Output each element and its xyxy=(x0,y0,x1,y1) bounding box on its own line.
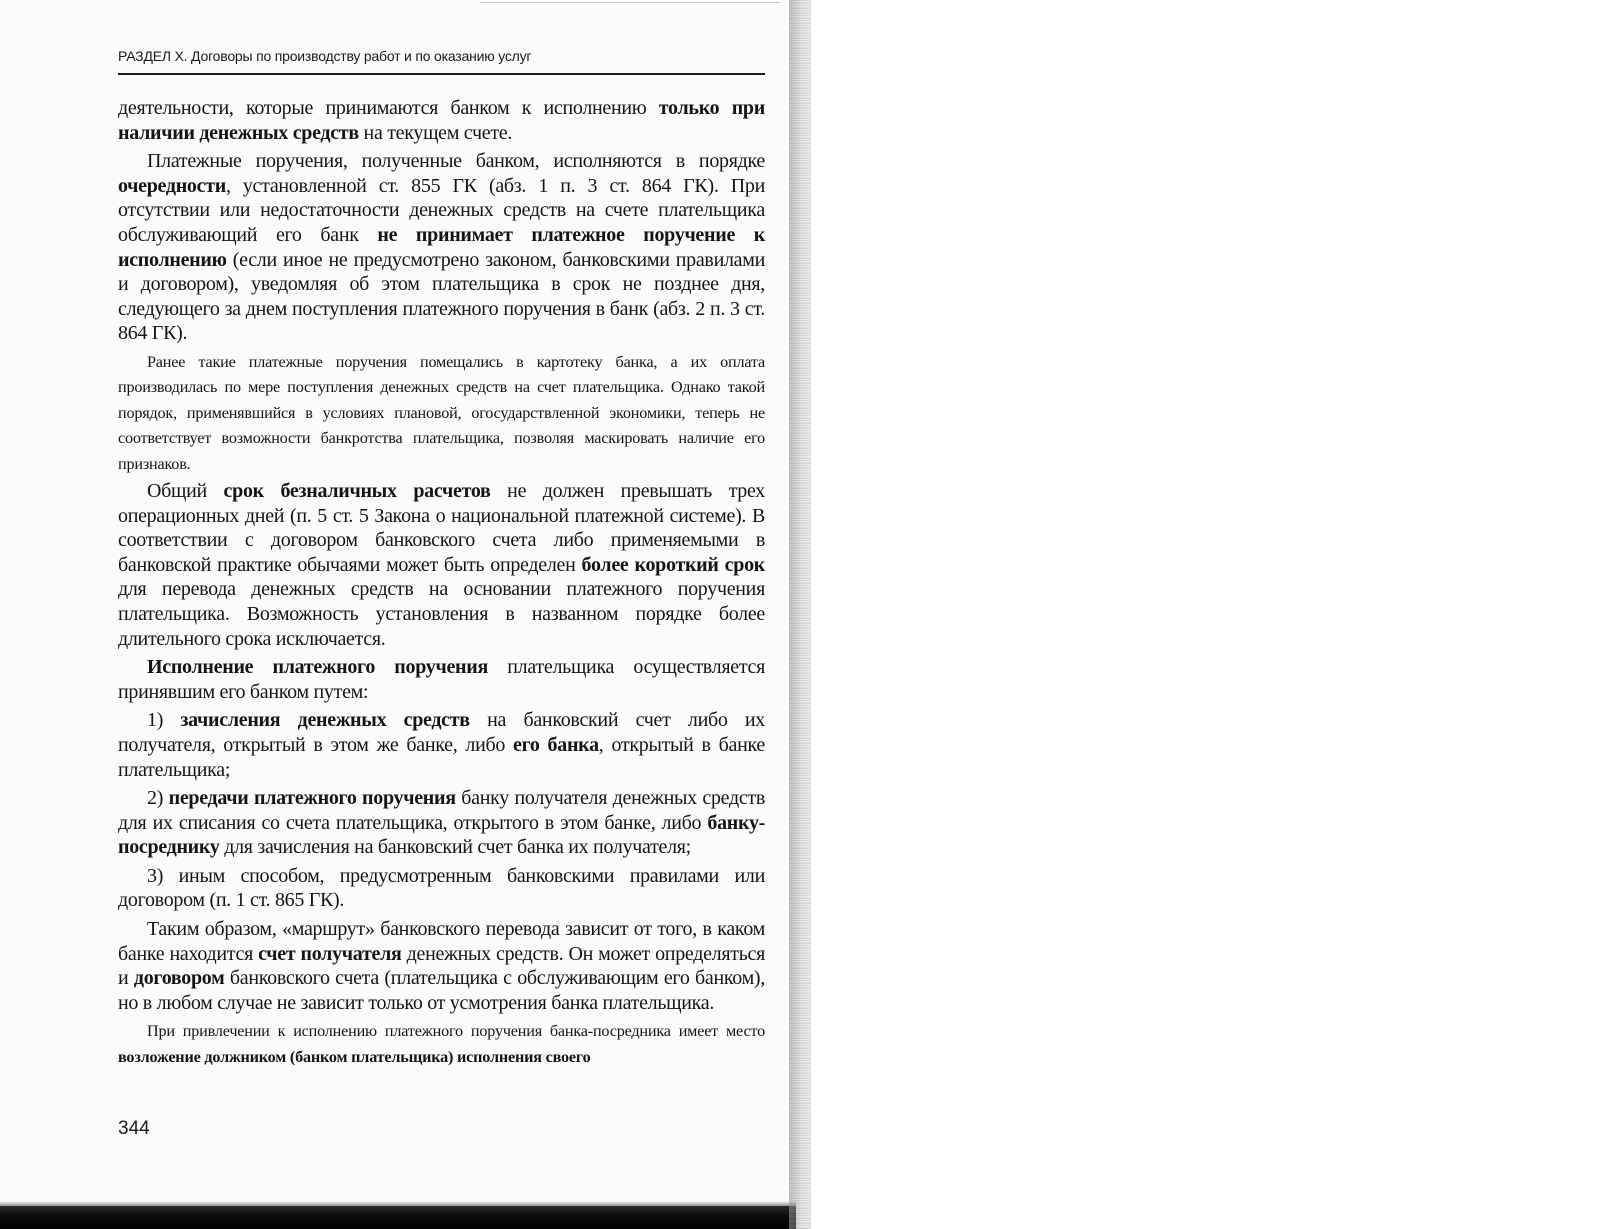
text-run: на банковский счет либо их получателя, открытый в этом же банке, либо xyxy=(118,709,766,756)
paragraph xyxy=(118,786,765,860)
paragraph xyxy=(118,864,765,913)
text-run: деятельности, которые принимаются банком к исполнению xyxy=(118,97,659,119)
bold-term: Исполнение платежного поручения xyxy=(147,656,489,679)
paragraph xyxy=(118,917,765,1015)
text-run: банковского счета (плательщика с обслуживающим его банком), но в любом случае не зависит только от усмотрения банка плательщика. xyxy=(118,967,765,1014)
text-run: 1) xyxy=(147,709,181,732)
text-run: банку получателя денежных средств для их списания со счета плательщика, открытого в этом банке, либо xyxy=(118,787,765,834)
text-run: для перевода денежных средств на основании платежного поручения плательщика. Возможность установления в названном порядке более длительного срока исключается. xyxy=(118,578,765,650)
text-run: денежных средств. Он может определяться и xyxy=(118,942,765,990)
bold-term: его банка xyxy=(513,733,599,756)
bold-term: не принимает платежное поручение к исполнению xyxy=(118,223,765,271)
small-print-paragraph xyxy=(118,350,765,477)
bold-term: договором xyxy=(133,967,225,990)
text-run: , установленной ст. 855 ГК (абз. 1 п. 3 ст. 864 ГК). При отсутствии или недостаточности денежных средств на счете плательщика обслуживающий его банк xyxy=(118,174,765,246)
small-print-paragraph xyxy=(118,1019,765,1070)
bold-term: очередности xyxy=(118,174,226,197)
book-spine-edge xyxy=(789,0,811,1229)
paragraph xyxy=(118,479,765,651)
text-run: плательщика осуществляется принявшим его банком путем: xyxy=(118,656,765,703)
bold-term: возложение должником (банком плательщика) исполнения своего xyxy=(118,1047,591,1066)
bold-term: передачи платежного поручения xyxy=(168,787,456,810)
text-run: для зачисления на банковский счет банка их получателя; xyxy=(219,836,691,859)
header-rule xyxy=(118,73,765,75)
scan-top-edge xyxy=(480,2,780,3)
text-run: , открытый в банке плательщика; xyxy=(118,733,765,781)
bold-term: зачисления денежных средств xyxy=(180,709,470,732)
text-run: 3) иным способом, предусмотренным банковскими правилами или договором (п. 1 ст. 865 ГК). xyxy=(118,864,765,912)
text-run: При привлечении к исполнению платежного поручения банка-посредника имеет место xyxy=(147,1022,765,1041)
text-run: на текущем счете. xyxy=(358,121,513,144)
bold-term: только при наличии денежных средств xyxy=(118,97,765,144)
text-run: Таким образом, «маршрут» банковского перевода зависит от того, в каком банке находится xyxy=(118,918,765,965)
paragraph xyxy=(118,96,765,145)
page-number: 344 xyxy=(118,1118,150,1139)
paragraph xyxy=(118,149,765,346)
bold-term: счет получателя xyxy=(258,942,402,965)
paragraph xyxy=(118,655,765,704)
scan-bottom-border xyxy=(0,1206,796,1229)
text-run: 2) xyxy=(147,787,169,810)
running-head: РАЗДЕЛ X. Договоры по производству работ и по оказанию услуг xyxy=(118,48,532,64)
bold-term: более короткий срок xyxy=(581,553,765,576)
bold-term: банку-посреднику xyxy=(118,811,765,859)
text-run: Ранее такие платежные поручения помещались в картотеку банка, а их оплата производилась по мере поступления денежных средств на счет плательщика. Однако такой порядок, применявшийся в условиях плановой, огосударствленной экономики, теперь не соответствует возможности банкротства плательщика, позволяя маскировать наличие его признаков. xyxy=(118,352,765,473)
text-run: Общий xyxy=(147,479,224,502)
body-text xyxy=(118,96,765,1072)
bold-term: срок безналичных расчетов xyxy=(223,479,491,502)
paragraph xyxy=(118,708,765,782)
text-run: не должен превышать трех операционных дней (п. 5 ст. 5 Закона о национальной платежной системе). В соответствии с договором банковского счета либо применяемыми в банковской практике обычаями может быть определен xyxy=(118,479,765,576)
text-run: (если иное не предусмотрено законом, банковскими правилами и договором), уведомляя об этом плательщика в срок не позднее дня, следующего за днем поступления платежного поручения в банк (абз. 2 п. 3 ст. 864 ГК). xyxy=(118,248,765,345)
text-run: Платежные поручения, полученные банком, исполняются в порядке xyxy=(147,150,765,173)
